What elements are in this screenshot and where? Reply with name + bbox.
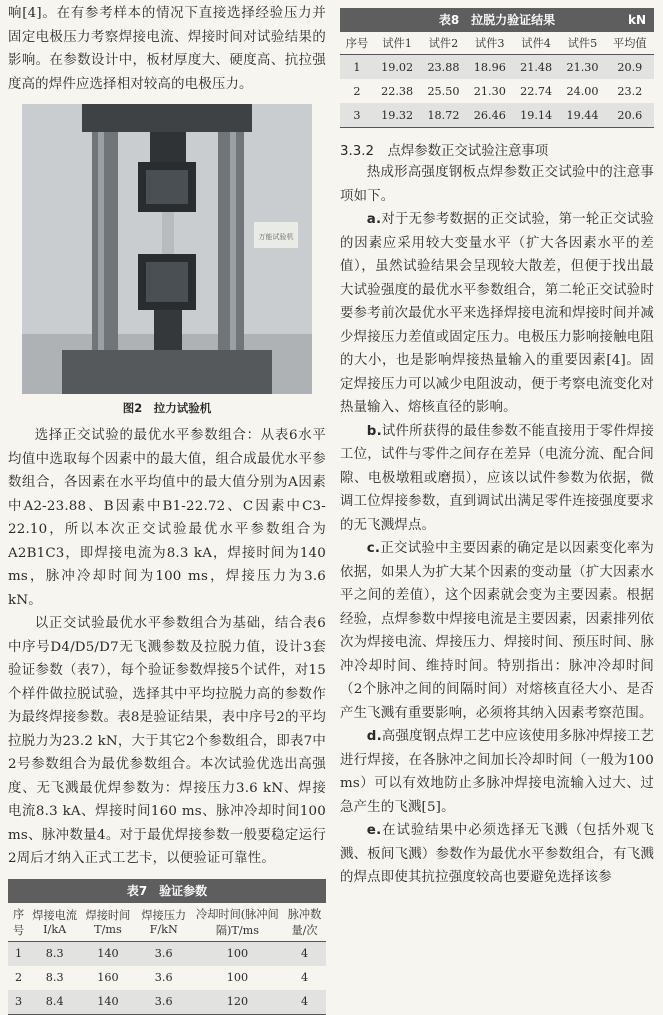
left-column xyxy=(8,0,326,1015)
table-cell: 8.3 xyxy=(45,971,64,984)
table-cell: 100 xyxy=(226,971,249,984)
item-e xyxy=(340,819,654,890)
table-cell: 20.9 xyxy=(606,55,654,80)
table-cell: 3 xyxy=(340,103,374,128)
table-cell: 100 xyxy=(192,941,283,966)
paragraph-top: 响[4]。在有参考样本的情况下直接选择经验压力并固定电极压力考察焊接电流、焊接时间对试验结果的影响。在参数设计中，板材厚度大、硬度高、抗拉强度高的焊件应选择相对较高的电极压力。 xyxy=(8,6,326,92)
right-column xyxy=(340,0,654,890)
table-row xyxy=(340,103,654,128)
table8-header: 试件1 xyxy=(374,32,420,55)
table-cell: 1 xyxy=(340,55,374,80)
item-c-text: 正交试验中主要因素的确定是以因素变化率为依据，如果人为扩大某个因素的变动量（扩大因素水平之间的差值），这个因素就会变为主要因素。根据经验，点焊参数中焊接电流是主要因素，因素排列依次为焊接电流、焊接压力、焊接时间、预压时间、脉冲冷却时间、维持时间。特别指出：脉冲冷却时间（2个脉冲之间的间隔时间）对熔核直径大小、是否产生飞溅有重要影响，必须将其纳入因素考察范围。 xyxy=(340,541,654,721)
table8-header: 试件2 xyxy=(420,32,466,55)
item-e-text: 在试验结果中必须选择无飞溅（包括外观飞溅、板间飞溅）参数作为最优水平参数组合，有飞溅的焊点即使其抗拉强度较高也要避免选择该参 xyxy=(340,823,654,885)
table-cell: 21.48 xyxy=(513,55,559,80)
table-cell: 1 xyxy=(8,941,29,966)
table8-title: 表8 拉脱力验证结果 xyxy=(438,13,556,27)
table-cell: 3.6 xyxy=(136,941,192,966)
table-cell: 20.6 xyxy=(606,103,654,128)
table8-header: 试件4 xyxy=(513,32,559,55)
table-cell: 4 xyxy=(283,990,326,1015)
figure-caption: 图2 拉力试验机 xyxy=(122,401,212,415)
paragraph-optimal-combination: 选择正交试验的最优水平参数组合：从表6水平均值中选取每个因素中的最大值，组合成最优水平参数组合，各因素在水平均值中的最大值分别为A因素中A2-23.88、B因素中B1-22.72、C因素中C3-22.10，所以本次正交试验最优水平参数组合为A2B1C3，即焊接电流为8.3 kA，焊接时间为140 ms，脉冲冷却时间为100 ms，焊接压力为3.6 kN。 xyxy=(8,428,326,608)
table8-header: 序号 xyxy=(340,32,374,55)
table-cell: 22.38 xyxy=(381,84,414,98)
table-row xyxy=(340,55,654,80)
table-row xyxy=(8,966,326,990)
table7-title: 表7 验证参数 xyxy=(8,879,326,903)
table-cell: 4 xyxy=(300,971,309,984)
table7-header: 焊接时间T/ms xyxy=(80,903,136,942)
item-a-text: 对于无参考数据的正交试验，第一轮正交试验的因素应采用较大变量水平（扩大各因素水平的差值），虽然试验结果会呈现较大散差，但便于找出最大试验强度的最优水平参数组合，第二轮正交试验时要参考前次最优水平来选择焊接电流和焊接时间并减少焊接压力差值或固定压力。电极压力影响接触电阻的大小，也是影响焊接热量输入的重要因素[4]。固定焊接压力可以减少电阻波动，便于考察电流变化对热量输入、熔核直径的影响。 xyxy=(340,212,654,415)
table-cell: 2 xyxy=(15,971,23,984)
table-cell: 140 xyxy=(80,990,136,1015)
table-cell: 25.50 xyxy=(427,84,460,98)
item-c xyxy=(340,537,654,725)
item-c-marker: c. xyxy=(366,541,381,556)
table8-header: 试件3 xyxy=(467,32,513,55)
table-cell: 19.14 xyxy=(513,103,559,128)
table7-header: 脉冲数量/次 xyxy=(283,903,326,942)
item-b-marker: b. xyxy=(366,423,382,439)
table-cell: 140 xyxy=(80,941,136,966)
item-d-marker: d. xyxy=(366,729,382,744)
item-d-text: 高强度钢点焊工艺中应该使用多脉冲焊接工艺进行焊接，在各脉冲之间加长冷却时间（一般为100 ms）可以有效地防止多脉冲焊接电流输入过大、过急产生的飞溅[5]。 xyxy=(340,729,654,815)
table-row xyxy=(340,79,654,103)
table-row xyxy=(8,990,326,1015)
item-b-text: 试件所获得的最佳参数不能直接用于零件焊接工位，试件与零件之间存在差异（电流分流、配合间隙、电极墩粗或磨损），应该以试件参数为依据，微调工位焊接参数，直到调试出满足零件连接强度要求的无飞溅焊点。 xyxy=(340,423,654,533)
tensile-machine-figure xyxy=(22,104,312,394)
table-cell: 19.32 xyxy=(374,103,420,128)
table-row xyxy=(8,941,326,966)
table8-title-bar xyxy=(340,8,654,32)
item-b xyxy=(340,420,654,538)
table-cell: 8.4 xyxy=(29,990,80,1015)
paragraph-verification: 以正交试验最优水平参数组合为基础，结合表6中序号D4/D5/D7无飞溅参数及拉脱力值，设计3套验证参数（表7），每个验证参数焊接5个试件，对15个样件做拉脱试验，选择其中平均拉脱力高的参数作为最终焊接参数。表8是验证结果，表中序号2的平均拉脱力为23.2 kN，大于其它2个参数组合，即表7中2号参数组合为最优参数组合。本次试验优选出高强度、无飞溅最优焊参数为：焊接压力3.6 kN、焊接电流8.3 kA、焊接时间160 ms、脉冲冷却时间100 ms、脉冲数量4。对于最优焊接参数一般要稳定运行2周后才纳入正式工艺卡，以便验证可靠性。 xyxy=(8,616,326,866)
table-cell: 3 xyxy=(8,990,29,1015)
table7 xyxy=(8,903,326,1015)
table-cell: 8.3 xyxy=(29,941,80,966)
machine-sign-text: 万能试验机 xyxy=(258,233,294,241)
table8-unit: kN xyxy=(627,13,646,27)
table-cell: 2 xyxy=(353,84,361,98)
table-cell: 21.30 xyxy=(559,55,605,80)
table7-header: 冷却时间(脉冲间隔)T/ms xyxy=(192,903,283,942)
table-cell: 160 xyxy=(97,971,119,984)
table-cell: 18.72 xyxy=(420,103,466,128)
table8-header: 平均值 xyxy=(606,32,654,55)
tensile-machine-photo xyxy=(22,104,312,394)
item-a-marker: a. xyxy=(366,212,382,227)
table-cell: 23.2 xyxy=(617,84,643,98)
table7-header: 序号 xyxy=(8,903,29,942)
table-cell: 4 xyxy=(283,941,326,966)
table-cell: 120 xyxy=(192,990,283,1015)
table8-header: 试件5 xyxy=(559,32,605,55)
table-cell: 26.46 xyxy=(467,103,513,128)
table-cell: 24.00 xyxy=(566,84,599,98)
table-cell: 3.6 xyxy=(136,990,192,1015)
table7-header: 焊接电流I/kA xyxy=(29,903,80,942)
paragraph-intro: 热成形高强度钢板点焊参数正交试验中的注意事项如下。 xyxy=(340,165,654,204)
table7-header: 焊接压力F/kN xyxy=(136,903,192,942)
table8-block xyxy=(340,8,654,128)
table-cell: 19.44 xyxy=(559,103,605,128)
table-cell: 22.74 xyxy=(520,84,553,98)
table-cell: 18.96 xyxy=(467,55,513,80)
table7-block xyxy=(8,879,326,1015)
item-a xyxy=(340,208,654,420)
table-cell: 3.6 xyxy=(154,971,173,984)
item-d xyxy=(340,725,654,819)
table-cell: 21.30 xyxy=(473,84,506,98)
item-e-marker: e. xyxy=(366,823,382,838)
section-heading: 3.3.2 点焊参数正交试验注意事项 xyxy=(340,144,549,159)
table-cell: 19.02 xyxy=(374,55,420,80)
table-cell: 23.88 xyxy=(420,55,466,80)
table8 xyxy=(340,32,654,128)
